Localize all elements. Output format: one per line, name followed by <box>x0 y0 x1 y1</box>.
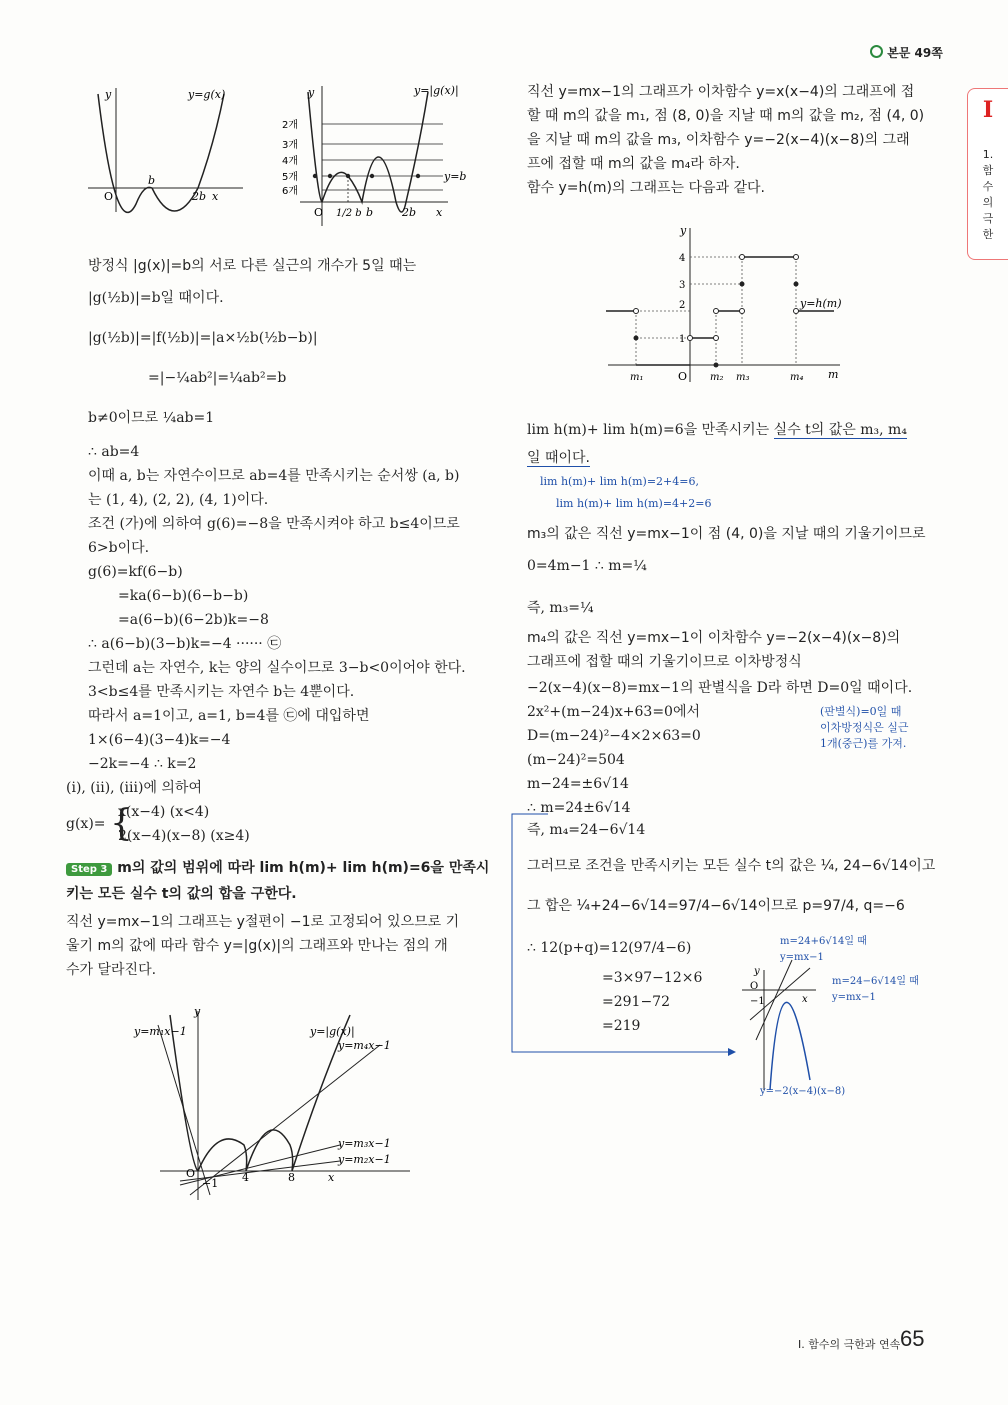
note-line: 1개(중근)를 가져. <box>820 737 907 750</box>
text-line: −2k=−4 ∴ k=2 <box>88 756 197 772</box>
text-line: lim h(m)+ lim h(m)=6을 만족시키는 실수 t의 값은 m₃, m₄ <box>527 422 907 438</box>
origin-label: O <box>186 1167 196 1180</box>
page-reference: 본문 49쪽 <box>870 44 943 61</box>
text-line: 그러므로 조건을 만족시키는 모든 실수 t의 값은 ¼, 24−6√14이고 <box>527 858 936 874</box>
2b-label: 2b <box>192 190 207 203</box>
line2-label: y=m₂x−1 <box>338 1153 391 1166</box>
connector-arrow <box>508 810 738 1060</box>
text-line: g(x)= <box>66 816 106 832</box>
text-line: =|−¼ab²|=¼ab²=b <box>148 370 287 386</box>
origin-label: O <box>678 370 688 383</box>
x-axis-label: x <box>212 190 219 203</box>
text-line: 2x²+(m−24)x+63=0에서 <box>527 704 701 720</box>
origin-label: O <box>314 206 324 219</box>
tick-m1: m₁ <box>630 372 644 383</box>
text-line: 수가 달라진다. <box>66 962 157 978</box>
text-line: 3<b≤4를 만족시키는 자연수 b는 4뿐이다. <box>88 684 355 700</box>
text-line: −2(x−4)(x−8)=mx−1의 판별식을 D라 하면 D=0일 때이다. <box>527 680 913 696</box>
tick-y-2: 2 <box>679 300 686 311</box>
graph-title: y=|g(x)| <box>414 84 459 97</box>
note-line: 이차방정식은 실근 <box>820 721 909 734</box>
y-axis-label: y <box>194 1005 201 1018</box>
b-label: b <box>366 206 374 219</box>
graph-title: y=g(x) <box>188 88 226 101</box>
text-line: 함수 y=h(m)의 그래프는 다음과 같다. <box>527 180 765 196</box>
text-line: (m−24)²=504 <box>527 752 625 768</box>
chapter-tab <box>967 88 1008 260</box>
count-label: 6개 <box>282 186 299 197</box>
count-label: 4개 <box>282 156 299 167</box>
text-line: 방정식 |g(x)|=b의 서로 다른 실근의 개수가 5일 때는 <box>88 258 417 274</box>
y-axis-label: y <box>754 966 760 977</box>
text-line: 직선 y=mx−1의 그래프가 이차함수 y=x(x−4)의 그래프에 접 <box>527 84 915 100</box>
yb-label: y=b <box>444 170 467 183</box>
text-line: =3×97−12×6 <box>602 970 703 986</box>
text-line: g(6)=kf(6−b) <box>88 564 183 580</box>
text-line: D=(m−24)²−4×2×63=0 <box>527 728 701 744</box>
circle-icon <box>870 45 883 58</box>
text-line: ∴ a(6−b)(3−b)k=−4 ······ ㉢ <box>88 636 282 652</box>
graph-abs-g <box>278 82 478 230</box>
bottom-label: y=−2(x−4)(x−8) <box>760 1086 846 1097</box>
text-line: 즉, m₄=24−6√14 <box>527 822 646 838</box>
half-b-label: 1/2 b <box>336 208 362 219</box>
count-label: 2개 <box>282 120 299 131</box>
y-axis-label: y <box>105 88 112 101</box>
text-line: 그 합은 ¼+24−6√14=97/4−6√14이므로 p=97/4, q=−6 <box>527 898 905 914</box>
mid-label: m=24−6√14일 때 <box>832 976 919 987</box>
text-line: ∴ ab=4 <box>88 444 140 460</box>
text-line: =291−72 <box>602 994 670 1010</box>
tick-y-1: 1 <box>679 334 686 345</box>
text-line: 2(x−4)(x−8) (x≥4) <box>118 828 250 844</box>
y-axis-label: y <box>308 86 315 99</box>
text-line: 이때 a, b는 자연수이므로 ab=4를 만족시키는 순서쌍 (a, b) <box>88 468 460 484</box>
text-line: 그래프에 접할 때의 기울기이므로 이차방정식 <box>527 654 802 670</box>
text-line: b≠0이므로 ¼ab=1 <box>88 410 215 426</box>
text-line: 6>b이다. <box>88 540 150 556</box>
text-line: x(x−4) (x<4) <box>118 804 210 820</box>
count-label: 5개 <box>282 172 299 183</box>
origin-label: O <box>750 981 759 992</box>
graph-h <box>600 222 850 387</box>
graph-title: y=h(m) <box>800 297 842 310</box>
text-line: 울기 m의 값에 따라 함수 y=|g(x)|의 그래프와 만나는 점의 개 <box>66 938 448 954</box>
graph-tangent <box>736 930 936 1100</box>
chapter-title: 1. 함수의 극한 <box>982 148 994 241</box>
count-label: 3개 <box>282 140 299 151</box>
curve-label: y=|g(x)| <box>310 1025 355 1038</box>
step-text-2: 키는 모든 실수 t의 값의 합을 구한다. <box>66 886 297 902</box>
y-axis-label: y <box>680 224 687 237</box>
line1-label: y=m₁x−1 <box>134 1025 187 1038</box>
text-line: =219 <box>602 1018 641 1034</box>
note-line: (판별식)=0일 때 <box>820 705 902 718</box>
page-number: 65 <box>900 1326 925 1351</box>
tick-4: 4 <box>242 1171 249 1184</box>
graph-lines <box>130 1005 420 1205</box>
top-label-2: y=mx−1 <box>780 952 824 963</box>
step-heading <box>66 858 489 880</box>
text-line: m₃의 값은 직선 y=mx−1이 점 (4, 0)을 지날 때의 기울기이므로 <box>527 526 926 542</box>
text-line: 즉, m₃=¼ <box>527 600 594 616</box>
text-line: 0=4m−1 ∴ m=¼ <box>527 558 647 574</box>
2b-label: 2b <box>402 206 417 219</box>
text-line: 는 (1, 4), (2, 2), (4, 1)이다. <box>88 492 269 508</box>
step-badge: Step 3 <box>66 863 112 876</box>
tick-m3: m₃ <box>736 372 750 383</box>
tick-8: 8 <box>288 1171 295 1184</box>
tick-m2: m₂ <box>710 372 724 383</box>
text-line: 1×(6−4)(3−4)k=−4 <box>88 732 231 748</box>
text-line: =a(6−b)(6−2b)k=−8 <box>118 612 269 628</box>
brace: { <box>110 803 133 844</box>
text-line: 할 때 m의 값을 m₁, 점 (8, 0)을 지날 때 m의 값을 m₂, 점 (4, 0) <box>527 108 925 124</box>
blue-note: lim h(m)+ lim h(m)=2+4=6, <box>540 475 699 488</box>
top-label: m=24+6√14일 때 <box>780 936 867 947</box>
origin-label: O <box>104 190 114 203</box>
text-line: 따라서 a=1이고, a=1, b=4를 ㉢에 대입하면 <box>88 708 370 724</box>
text-line: 그런데 a는 자연수, k는 양의 실수이므로 3−b<0이어야 한다. <box>88 660 466 676</box>
text-line: ∴ 12(p+q)=12(97/4−6) <box>527 940 692 956</box>
text-line: ∴ m=24±6√14 <box>527 800 631 816</box>
text-line: |g(½b)|=b일 때이다. <box>88 290 224 306</box>
line4-label: y=m₄x−1 <box>338 1039 391 1052</box>
graph-g <box>88 84 248 214</box>
text-line: 을 지날 때 m의 값을 m₃, 이차함수 y=−2(x−4)(x−8)의 그래 <box>527 132 910 148</box>
blue-note: lim h(m)+ lim h(m)=4+2=6 <box>556 497 712 510</box>
b-label: b <box>148 174 156 187</box>
neg1-label: −1 <box>750 996 765 1007</box>
chapter-number: I <box>982 97 994 123</box>
footer-chapter: I. 함수의 극한과 연속 <box>798 1338 901 1351</box>
tick-m4: m₄ <box>790 372 804 383</box>
tick-y-3: 3 <box>679 280 686 291</box>
tick-y-4: 4 <box>679 253 686 264</box>
x-axis-label: x <box>436 206 443 219</box>
text-line: m₄의 값은 직선 y=mx−1이 이차함수 y=−2(x−4)(x−8)의 <box>527 630 901 646</box>
text-line: 직선 y=mx−1의 그래프는 y절편이 −1로 고정되어 있으므로 기 <box>66 914 460 930</box>
text-line: (i), (ii), (iii)에 의하여 <box>66 780 202 796</box>
x-axis-label: x <box>328 1171 335 1184</box>
text-line: 일 때이다. <box>527 450 590 466</box>
text-line: 프에 접할 때 m의 값을 m₄라 하자. <box>527 156 740 172</box>
mid-label-2: y=mx−1 <box>832 992 876 1003</box>
step-text: m의 값의 범위에 따라 lim h(m)+ lim h(m)=6을 만족시 <box>117 860 490 876</box>
neg1-label: −1 <box>202 1177 219 1190</box>
x-axis-label: x <box>802 994 808 1005</box>
x-axis-label: m <box>828 368 839 381</box>
line3-label: y=m₃x−1 <box>338 1137 391 1150</box>
text-line: =ka(6−b)(6−b−b) <box>118 588 249 604</box>
text-line: |g(½b)|=|f(½b)|=|a×½b(½b−b)| <box>88 330 318 346</box>
text-line: 조건 (가)에 의하여 g(6)=−8을 만족시켜야 하고 b≤4이므로 <box>88 516 460 532</box>
text-line: m−24=±6√14 <box>527 776 629 792</box>
